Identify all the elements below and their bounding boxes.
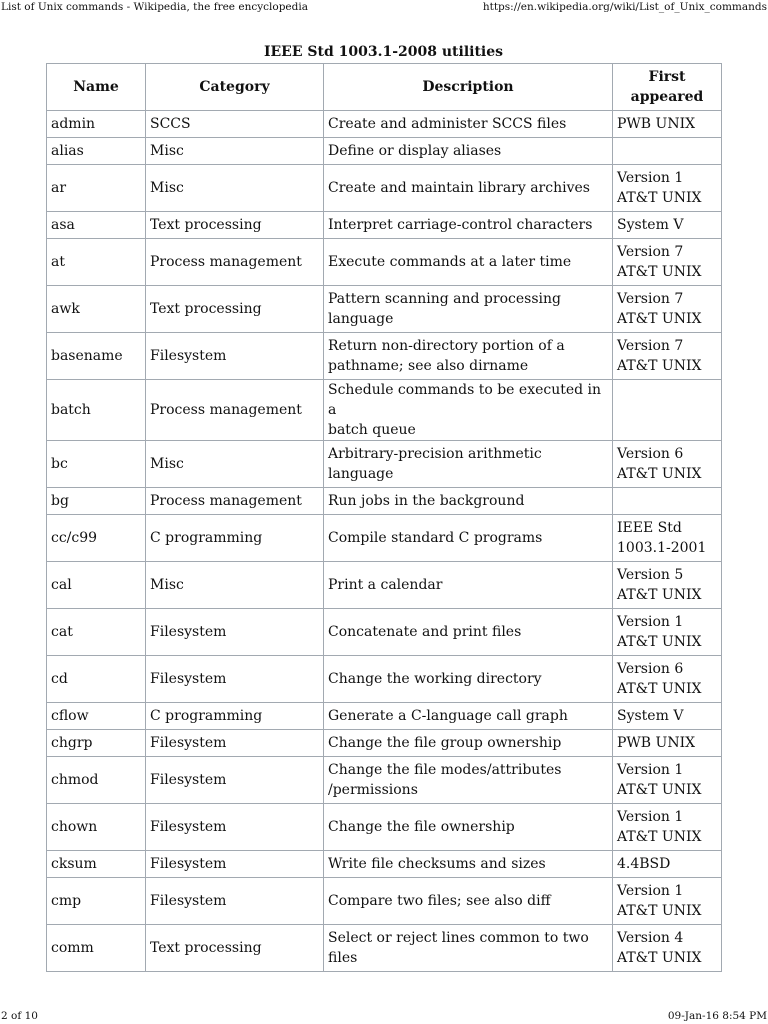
cell-category: Misc (146, 165, 324, 212)
print-datetime: 09-Jan-16 8:54 PM (667, 1010, 767, 1022)
cell-description: Change the file ownership (324, 804, 613, 851)
cell-first-appeared: Version 7 AT&T UNIX (613, 239, 722, 286)
cell-first-appeared: Version 1 AT&T UNIX (613, 878, 722, 925)
cell-description: Run jobs in the background (324, 488, 613, 515)
cell-category: Misc (146, 441, 324, 488)
cell-name[interactable]: alias (47, 138, 146, 165)
cell-description: Interpret carriage-control characters (324, 212, 613, 239)
cell-name[interactable]: awk (47, 286, 146, 333)
cell-category: Text processing (146, 925, 324, 972)
cell-name[interactable]: basename (47, 333, 146, 380)
table-row (47, 488, 722, 515)
cell-category: Filesystem (146, 609, 324, 656)
table-row (47, 878, 722, 925)
print-footer (0, 1009, 768, 1024)
table-row (47, 851, 722, 878)
table-row (47, 212, 722, 239)
cell-category: Filesystem (146, 851, 324, 878)
cell-category: Filesystem (146, 333, 324, 380)
cell-description: Execute commands at a later time (324, 239, 613, 286)
cell-name[interactable]: comm (47, 925, 146, 972)
print-header (0, 0, 768, 16)
cell-name[interactable]: cc/c99 (47, 515, 146, 562)
cell-name[interactable]: cksum (47, 851, 146, 878)
cell-category: Filesystem (146, 878, 324, 925)
table-row (47, 925, 722, 972)
column-header-description[interactable]: Description (324, 64, 613, 111)
table-row (47, 730, 722, 757)
cell-name[interactable]: bc (47, 441, 146, 488)
table-body (47, 111, 722, 972)
cell-name[interactable]: admin (47, 111, 146, 138)
column-header-name[interactable]: Name (47, 64, 146, 111)
cell-description: Concatenate and print files (324, 609, 613, 656)
table-row (47, 165, 722, 212)
cell-first-appeared: System V (613, 212, 722, 239)
cell-first-appeared: PWB UNIX (613, 730, 722, 757)
table-row (47, 111, 722, 138)
page-title: List of Unix commands - Wikipedia, the free encyclopedia (1, 1, 308, 13)
cell-name[interactable]: bg (47, 488, 146, 515)
cell-category: Text processing (146, 212, 324, 239)
cell-description: Define or display aliases (324, 138, 613, 165)
cell-name[interactable]: ar (47, 165, 146, 212)
cell-category: Misc (146, 562, 324, 609)
cell-first-appeared: Version 4 AT&T UNIX (613, 925, 722, 972)
cell-first-appeared (613, 380, 722, 441)
cell-description: Generate a C-language call graph (324, 703, 613, 730)
cell-first-appeared: Version 1 AT&T UNIX (613, 165, 722, 212)
cell-description: Change the file modes/attributes /permissions (324, 757, 613, 804)
cell-name[interactable]: batch (47, 380, 146, 441)
cell-first-appeared: Version 1 AT&T UNIX (613, 609, 722, 656)
cell-description: Select or reject lines common to two files (324, 925, 613, 972)
table-row (47, 441, 722, 488)
cell-description: Return non-directory portion of a pathname; see also dirname (324, 333, 613, 380)
cell-name[interactable]: chown (47, 804, 146, 851)
cell-first-appeared (613, 488, 722, 515)
table-row (47, 656, 722, 703)
cell-name[interactable]: at (47, 239, 146, 286)
table-row (47, 515, 722, 562)
cell-name[interactable]: asa (47, 212, 146, 239)
cell-category: Filesystem (146, 656, 324, 703)
cell-category: Process management (146, 239, 324, 286)
cell-first-appeared: PWB UNIX (613, 111, 722, 138)
cell-name[interactable]: cd (47, 656, 146, 703)
cell-category: C programming (146, 703, 324, 730)
cell-category: Filesystem (146, 804, 324, 851)
cell-first-appeared: Version 6 AT&T UNIX (613, 656, 722, 703)
cell-first-appeared: Version 6 AT&T UNIX (613, 441, 722, 488)
cell-category: C programming (146, 515, 324, 562)
cell-first-appeared (613, 138, 722, 165)
cell-name[interactable]: chmod (47, 757, 146, 804)
table-row (47, 757, 722, 804)
table-row (47, 138, 722, 165)
cell-first-appeared: Version 7 AT&T UNIX (613, 286, 722, 333)
cell-first-appeared: System V (613, 703, 722, 730)
cell-name[interactable]: cmp (47, 878, 146, 925)
cell-first-appeared: Version 5 AT&T UNIX (613, 562, 722, 609)
utilities-table (46, 63, 722, 972)
cell-description: Arbitrary-precision arithmetic language (324, 441, 613, 488)
cell-description: Change the file group ownership (324, 730, 613, 757)
cell-category: Filesystem (146, 757, 324, 804)
column-header-category[interactable]: Category (146, 64, 324, 111)
page-url: https://en.wikipedia.org/wiki/List_of_Unix_commands (482, 1, 767, 13)
table-header-row (47, 64, 722, 111)
cell-description: Schedule commands to be executed in a batch queue (324, 380, 613, 441)
cell-description: Compile standard C programs (324, 515, 613, 562)
cell-name[interactable]: chgrp (47, 730, 146, 757)
table-row (47, 286, 722, 333)
cell-first-appeared: Version 1 AT&T UNIX (613, 757, 722, 804)
cell-description: Write file checksums and sizes (324, 851, 613, 878)
table-row (47, 239, 722, 286)
table-row (47, 804, 722, 851)
table-row (47, 703, 722, 730)
cell-description: Print a calendar (324, 562, 613, 609)
cell-description: Create and administer SCCS files (324, 111, 613, 138)
cell-first-appeared: 4.4BSD (613, 851, 722, 878)
table-caption: IEEE Std 1003.1-2008 utilities (263, 44, 504, 60)
cell-first-appeared: Version 1 AT&T UNIX (613, 804, 722, 851)
page-number: 2 of 10 (1, 1010, 38, 1022)
column-header-first-appeared[interactable]: First appeared (613, 64, 722, 111)
cell-description: Pattern scanning and processing language (324, 286, 613, 333)
cell-category: Filesystem (146, 730, 324, 757)
cell-category: Misc (146, 138, 324, 165)
table-row (47, 380, 722, 441)
cell-name[interactable]: cal (47, 562, 146, 609)
table-row (47, 562, 722, 609)
cell-category: Process management (146, 380, 324, 441)
cell-description: Change the working directory (324, 656, 613, 703)
cell-first-appeared: Version 7 AT&T UNIX (613, 333, 722, 380)
cell-category: SCCS (146, 111, 324, 138)
cell-name[interactable]: cat (47, 609, 146, 656)
cell-description: Create and maintain library archives (324, 165, 613, 212)
cell-category: Process management (146, 488, 324, 515)
table-row (47, 609, 722, 656)
cell-name[interactable]: cflow (47, 703, 146, 730)
cell-first-appeared: IEEE Std 1003.1-2001 (613, 515, 722, 562)
cell-description: Compare two files; see also diff (324, 878, 613, 925)
table-row (47, 333, 722, 380)
cell-category: Text processing (146, 286, 324, 333)
